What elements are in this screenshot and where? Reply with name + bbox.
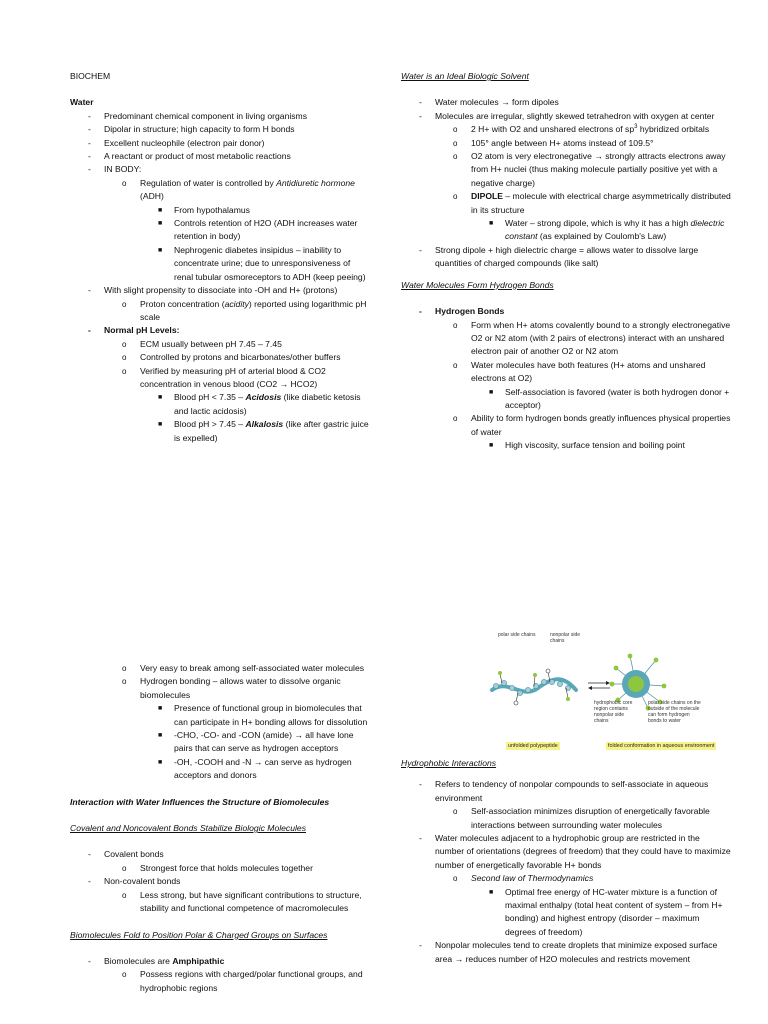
list-item: - Nonpolar molecules tend to create droplets that minimize exposed surface area → reduces number of H2O molecules and restricts movement bbox=[419, 940, 718, 964]
right-column bbox=[401, 70, 731, 453]
list-item: ■ Presence of functional group in biomolecules that can participate in H+ bonding allows for dissolution bbox=[158, 703, 368, 727]
list-item: ■ -CHO, -CO- and -CON (amide) → all have lone pairs that can serve as hydrogen acceptors bbox=[158, 730, 354, 754]
list-item: o Water molecules have both features (H+ atoms and unshared electrons at O2) bbox=[453, 359, 706, 384]
list-item: o DIPOLE – molecule with electrical charge asymmetrically distributed in its structure bbox=[453, 191, 731, 215]
list-item: o Second law of Thermodynamics bbox=[453, 873, 594, 884]
list-item: o Self-association minimizes disruption of energetically favorable interactions between surrounding water molecules bbox=[453, 806, 710, 830]
list-item: o Controlled by protons and bicarbonates/other buffers bbox=[122, 352, 341, 363]
protein-folding-figure bbox=[488, 628, 728, 753]
list-item: o Hydrogen bonding – allows water to dissolve organic biomolecules bbox=[122, 676, 341, 700]
list-item: o O2 atom is very electronegative → strongly attracts electrons away from H+ nuclei (thus making molecule partially positive yet with a negative charge) bbox=[453, 151, 726, 188]
list-item: - Biomolecules are Amphipathic bbox=[88, 955, 225, 966]
list-item: - IN BODY: bbox=[88, 164, 142, 175]
list-item: - Molecules are irregular, slightly skewed tetrahedron with oxygen at center bbox=[419, 110, 715, 121]
list-item: o Verified by measuring pH of arterial blood & CO2 concentration in venous blood (CO2 → HCO2) bbox=[122, 365, 326, 389]
list-item: o Ability to form hydrogen bonds greatly influences physical properties of water bbox=[453, 413, 731, 437]
list-item: - Water molecules → form dipoles bbox=[419, 97, 559, 108]
section-interaction-heading: Interaction with Water Influences the Structure of Biomolecules bbox=[70, 796, 330, 807]
list-item: o Very easy to break among self-associated water molecules bbox=[122, 663, 365, 673]
list-item: - Normal pH Levels: bbox=[88, 325, 180, 336]
list-item: o Strongest force that holds molecules together bbox=[122, 862, 313, 873]
list-item: ■ Blood pH < 7.35 – Acidosis (like diabetic ketosis and lactic acidosis) bbox=[158, 392, 361, 416]
list-item: o Less strong, but have significant contributions to structure, stability and functional competence of macromolecules bbox=[122, 889, 362, 914]
list-item: o Regulation of water is controlled by Antidiuretic hormone (ADH) bbox=[122, 177, 355, 202]
list-item: ■ Optimal free energy of HC-water mixture is a function of maximal enthalpy (total heat content of system – from H+ bonding) and highest entropy (disorder – maximum degrees of freedom) bbox=[489, 886, 723, 937]
list-item: - Covalent bonds bbox=[88, 849, 164, 860]
list-item: o 2 H+ with O2 and unshared electrons of $sp^3$ hybridized orbitals bbox=[453, 124, 710, 135]
tag-folded: folded conformation in aqueous environment bbox=[608, 743, 715, 749]
label-polar: polar side chains bbox=[498, 632, 536, 638]
right-column-continued bbox=[401, 757, 731, 966]
section-covalent-heading: Covalent and Noncovalent Bonds Stabilize Biologic Molecules bbox=[70, 823, 306, 834]
list-item: - Water molecules adjacent to a hydrophobic group are restricted in the number of orientations (degrees of freedom) that they could have to maximize number of energetically favorable H+ bonds bbox=[419, 833, 731, 870]
list-item: ■ Nephrogenic diabetes insipidus – inability to concentrate urine; due to unresponsiveness of renal tubular osmoreceptors to ADH (keep peeing) bbox=[158, 244, 366, 282]
section-solvent-heading: Water is an Ideal Biologic Solvent bbox=[401, 71, 529, 81]
list-item: - Dipolar in structure; high capacity to form H bonds bbox=[88, 124, 295, 135]
list-item: ■ High viscosity, surface tension and boiling point bbox=[489, 440, 685, 451]
list-item: - Refers to tendency of nonpolar compounds to self-associate in aqueous environment bbox=[419, 779, 709, 803]
list-item: o ECM usually between pH 7.45 – 7.45 bbox=[122, 338, 282, 349]
list-item: - With slight propensity to dissociate into -OH and H+ (protons) bbox=[88, 285, 338, 296]
list-item: o Form when H+ atoms covalently bound to a strongly electronegative O2 or N2 atom (with 2 pairs of electrons) interact with an unshared electron pair of another O2 or N2 atom bbox=[453, 319, 731, 357]
list-item: ■ From hypothalamus bbox=[158, 204, 250, 215]
list-item: - Predominant chemical component in living organisms bbox=[88, 110, 308, 121]
section-fold-heading: Biomolecules Fold to Position Polar & Charged Groups on Surfaces bbox=[70, 929, 328, 940]
tag-unfolded: unfolded polypeptide bbox=[508, 743, 558, 749]
list-item: - Strong dipole + high dielectric charge = allows water to dissolve large quantities of charged compounds (like salt) bbox=[419, 244, 699, 269]
list-item: - Excellent nucleophile (electron pair donor) bbox=[88, 137, 265, 148]
left-column bbox=[70, 70, 370, 445]
section-water-heading: Water bbox=[70, 97, 94, 108]
list-item: ■ Water – strong dipole, which is why it has a high dielectric constant (as explained by Coulomb's Law) bbox=[489, 218, 725, 242]
left-column-continued bbox=[70, 662, 370, 995]
list-item: ■ Blood pH > 7.45 – Alkalosis (like after gastric juice is expelled) bbox=[158, 419, 369, 443]
list-item: o Possess regions with charged/polar functional groups, and hydrophobic regions bbox=[122, 969, 363, 993]
section-hydrophobic-heading: Hydrophobic Interactions bbox=[401, 758, 497, 768]
label-core: hydrophobic core region contains nonpolar side chains bbox=[594, 700, 633, 724]
list-item: o 105° angle between H+ atoms instead of 109.5° bbox=[453, 137, 654, 148]
list-item: o Proton concentration (acidity) reported using logarithmic pH scale bbox=[122, 298, 367, 322]
list-item: - Hydrogen Bonds bbox=[419, 306, 505, 317]
label-nonpolar: nonpolar side chains bbox=[550, 632, 581, 644]
folding-illustration bbox=[488, 628, 728, 753]
list-item: - A reactant or product of most metabolic reactions bbox=[88, 151, 291, 162]
list-item: - Non-covalent bonds bbox=[88, 876, 181, 887]
section-hbonds-heading: Water Molecules Form Hydrogen Bonds bbox=[401, 279, 554, 290]
label-outside: polar side chains on the outside of the molecule can form hydrogen bonds to water bbox=[648, 700, 701, 724]
list-item: ■ Controls retention of H2O (ADH increases water retention in body) bbox=[158, 218, 358, 242]
doc-header: BIOCHEM bbox=[70, 71, 111, 81]
list-item: ■ -OH, -COOH and -N → can serve as hydrogen acceptors and donors bbox=[158, 756, 352, 781]
list-item: ■ Self-association is favored (water is both hydrogen donor + acceptor) bbox=[489, 386, 730, 410]
